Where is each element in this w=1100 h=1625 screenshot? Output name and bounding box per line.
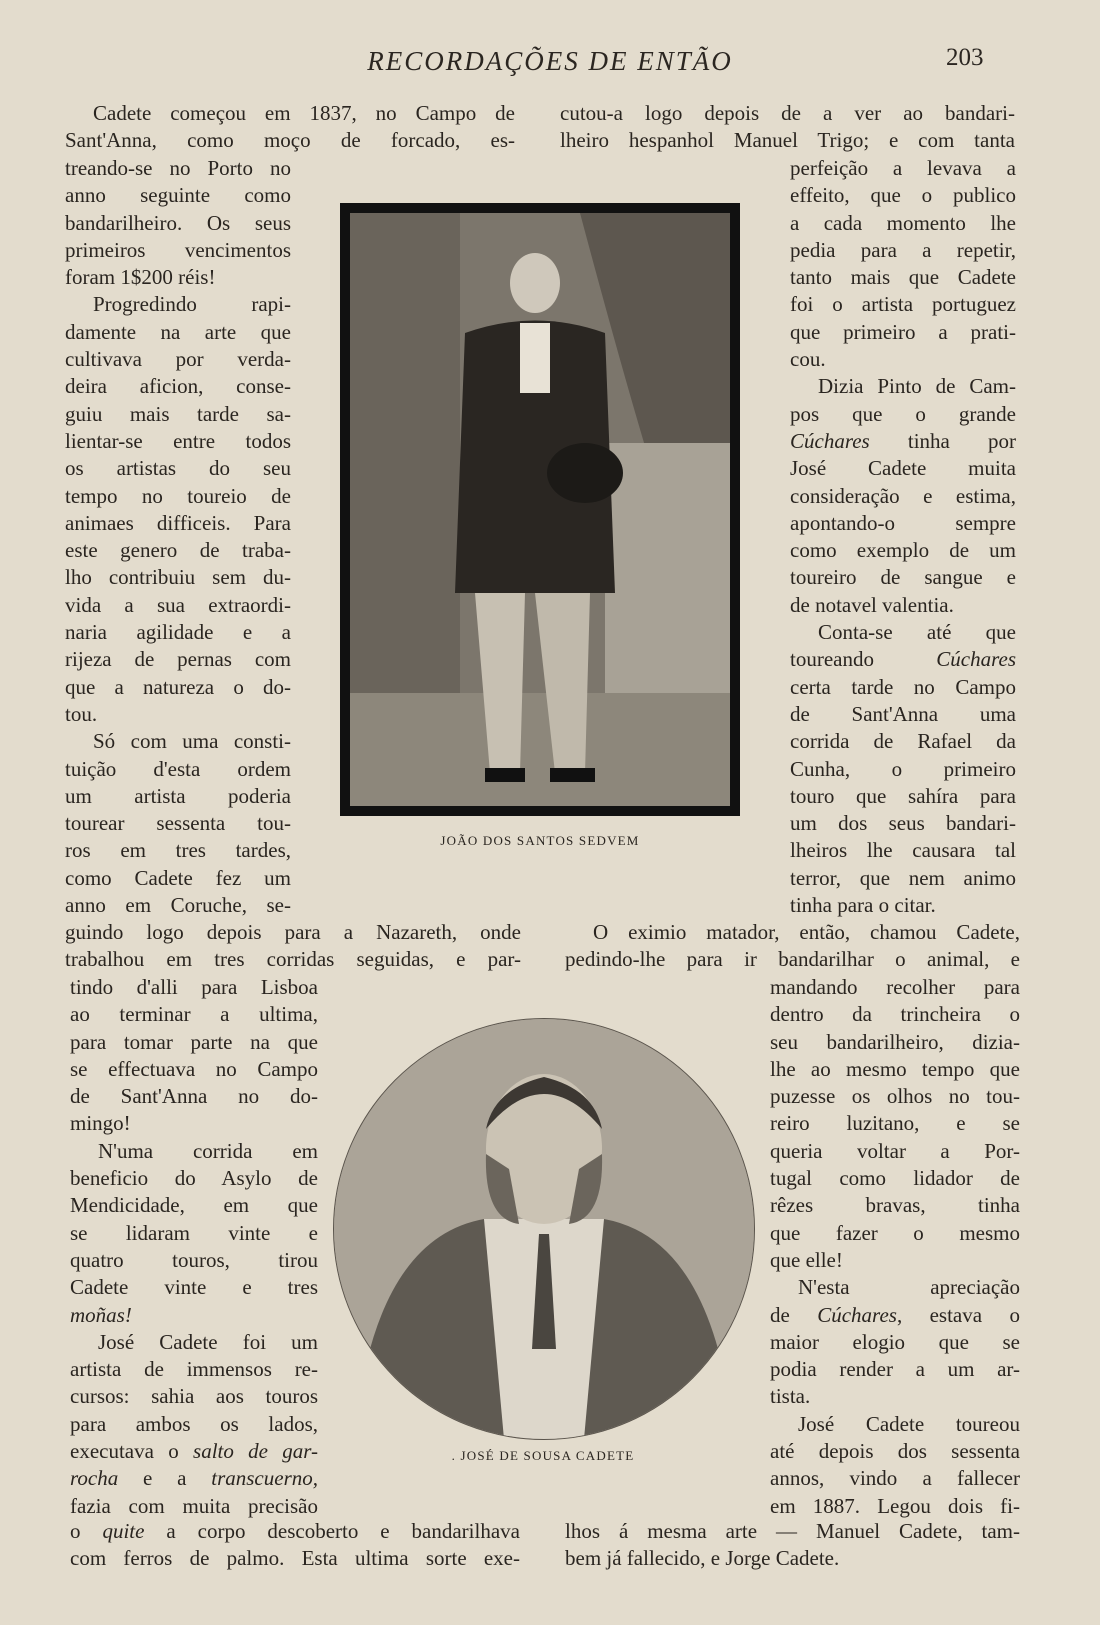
text-line: fazia com muita precisão [70,1493,318,1518]
text-line: ros em tres tardes, [65,838,291,863]
text-line: pedia para a repetir, [790,237,1016,262]
text-line: com ferros de palmo. Esta ultima sorte exe- [70,1546,520,1571]
text-line: terror, que nem animo [790,865,1016,890]
text-line: Cúchares tinha por [790,428,1016,453]
text-line: anno em Coruche, se- [65,893,291,918]
left-column-bottom [70,1518,520,1573]
text-line: Sant'Anna, como moço de forcado, es- [65,128,515,153]
text-line: José Cadete toureou [798,1411,1020,1436]
right-column-bottom [565,1518,1020,1573]
standing-man-illustration [350,213,730,806]
text-line: cutou-a logo depois de a ver ao bandari- [560,101,1015,125]
text-line: tinha para o citar. [790,893,936,918]
right-column-narrow [790,155,1016,919]
text-line: lheiros lhe causara tal [790,838,1016,863]
text-line: cou. [790,347,826,372]
text-line: seu bandarilheiro, dizia- [770,1029,1020,1054]
text-line: tindo d'alli para Lisboa [70,975,318,999]
text-line: bandarilheiro. Os seus [65,210,291,235]
text-line: quatro touros, tirou [70,1247,318,1272]
text-line: rocha e a transcuerno, [70,1466,318,1491]
figure-caption-2: . JOSÉ DE SOUSA CADETE [451,1448,635,1463]
text-line: como exemplo de um [790,538,1016,563]
text-line: damente na arte que [65,319,291,344]
running-header: RECORDAÇÕES DE ENTÃO [367,46,733,76]
text-line: perfeição a levava a [790,156,1016,180]
text-line: um dos seus bandari- [790,811,1016,836]
text-line: para ambos os lados, [70,1411,318,1436]
text-line: primeiros vencimentos [65,237,291,262]
text-line: moñas! [70,1302,132,1327]
text-line: lho contribuiu sem du- [65,565,291,590]
text-line: toureando Cúchares [790,647,1016,672]
text-line: O eximio matador, então, chamou Cadete, [593,920,1020,944]
right-column-narrow-2 [770,974,1020,1520]
text-line: trabalhou em tres corridas seguidas, e par- [65,947,521,972]
text-line: tou. [65,701,98,726]
text-line: rijeza de pernas com [65,647,291,672]
text-line: lheiro hespanhol Manuel Trigo; e com tanta [560,128,1015,153]
portrait-jose-de-sousa-cadete [333,1018,755,1440]
text-line: tanto mais que Cadete [790,265,1016,290]
text-line: Cadete começou em 1837, no Campo de [93,101,515,125]
text-line: tista. [770,1384,811,1409]
text-line: até depois dos sessenta [770,1439,1020,1464]
text-line: foram 1$200 réis! [65,265,216,290]
text-line: naria agilidade e a [65,620,291,645]
text-line: um artista poderia [65,783,291,808]
text-line: consideração e estima, [790,483,1016,508]
text-line: treando-se no Porto no [65,156,291,180]
text-line: executava o salto de gar- [70,1439,318,1464]
text-line: maior elogio que se [770,1329,1020,1354]
text-line: vida a sua extraordi- [65,592,291,617]
text-line: queria voltar a Por- [770,1138,1020,1163]
left-column-narrow [65,155,291,919]
text-line: certa tarde no Campo [790,674,1016,699]
text-line: toureiro de sangue e [790,565,1016,590]
photo-frame-inner [350,213,730,806]
text-line: lientar-se entre todos [65,428,291,453]
text-line: Conta-se até que [818,620,1016,645]
text-line: lhos á mesma arte — Manuel Cadete, tam- [565,1519,1020,1543]
text-line: Mendicidade, em que [70,1193,318,1218]
right-column-wide [565,919,1020,974]
text-line: dentro da trincheira o [770,1002,1020,1027]
text-line: como Cadete fez um [65,865,291,890]
text-line: a cada momento lhe [790,210,1016,235]
text-line: Progredindo rapi- [93,292,291,317]
text-line: de notavel valentia. [790,592,954,617]
text-line: para tomar parte na que [70,1029,318,1054]
text-line: de Sant'Anna uma [790,701,1016,726]
text-line: guindo logo depois para a Nazareth, onde [65,920,521,944]
text-line: se lidaram vinte e [70,1220,318,1245]
text-line: pos que o grande [790,401,1016,426]
text-line: este genero de traba- [65,538,291,563]
text-line: cursos: sahia aos touros [70,1384,318,1409]
text-line: José Cadete muita [790,456,1016,481]
text-line: N'esta apreciação [798,1275,1020,1300]
text-line: lhe ao mesmo tempo que [770,1056,1020,1081]
text-line: annos, vindo a fallecer [770,1466,1020,1491]
text-line: que primeiro a prati- [790,319,1016,344]
text-line: os artistas do seu [65,456,291,481]
figure-caption-1: JOÃO DOS SANTOS SEDVEM [440,833,640,848]
text-line: N'uma corrida em [98,1138,318,1163]
portrait-illustration [334,1019,754,1439]
text-line: guiu mais tarde sa- [65,401,291,426]
text-line: deira aficion, conse- [65,374,291,399]
text-line: cultivava por verda- [65,347,291,372]
text-line: touro que sahíra para [790,783,1016,808]
text-line: artista de immensos re- [70,1357,318,1382]
text-line: de Cúchares, estava o [770,1302,1020,1327]
left-column-wide [65,919,521,974]
text-line: que elle! [770,1247,843,1272]
text-line: o quite a corpo descoberto e bandarilhava [70,1519,520,1543]
text-line: mingo! [70,1111,131,1136]
text-line: rêzes bravas, tinha [770,1193,1020,1218]
text-line: em 1887. Legou dois fi- [770,1493,1020,1518]
text-line: bem já fallecido, e Jorge Cadete. [565,1546,840,1571]
text-line: Cadete vinte e tres [70,1275,318,1300]
text-line: Só com uma consti- [93,729,291,754]
text-line: foi o artista portuguez [790,292,1016,317]
text-line: reiro luzitano, e se [770,1111,1020,1136]
text-line: puzesse os olhos no tou- [770,1084,1020,1109]
text-line: tuição d'esta ordem [65,756,291,781]
left-column-narrow-2 [70,974,318,1520]
photograph-joao-dos-santos-sedvem [340,203,740,816]
right-column-top [560,100,1015,155]
text-line: José Cadete foi um [98,1329,318,1354]
text-line: animaes difficeis. Para [65,510,291,535]
text-line: podia render a um ar- [770,1357,1020,1382]
text-line: tempo no toureio de [65,483,291,508]
text-line: Dizia Pinto de Cam- [818,374,1016,399]
text-line: de Sant'Anna no do- [70,1084,318,1109]
page-number: 203 [946,44,984,71]
text-line: ao terminar a ultima, [70,1002,318,1027]
text-line: se effectuava no Campo [70,1056,318,1081]
text-line: beneficio do Asylo de [70,1166,318,1191]
text-line: effeito, que o publico [790,183,1016,208]
text-line: apontando-o sempre [790,510,1016,535]
text-line: tugal como lidador de [770,1166,1020,1191]
text-line: corrida de Rafael da [790,729,1016,754]
left-column-top [65,100,515,155]
text-line: tourear sessenta tou- [65,811,291,836]
text-line: anno seguinte como [65,183,291,208]
text-line: que a natureza o do- [65,674,291,699]
text-line: Cunha, o primeiro [790,756,1016,781]
text-line: mandando recolher para [770,975,1020,999]
text-line: que fazer o mesmo [770,1220,1020,1245]
text-line: pedindo-lhe para ir bandarilhar o animal, e [565,947,1020,972]
